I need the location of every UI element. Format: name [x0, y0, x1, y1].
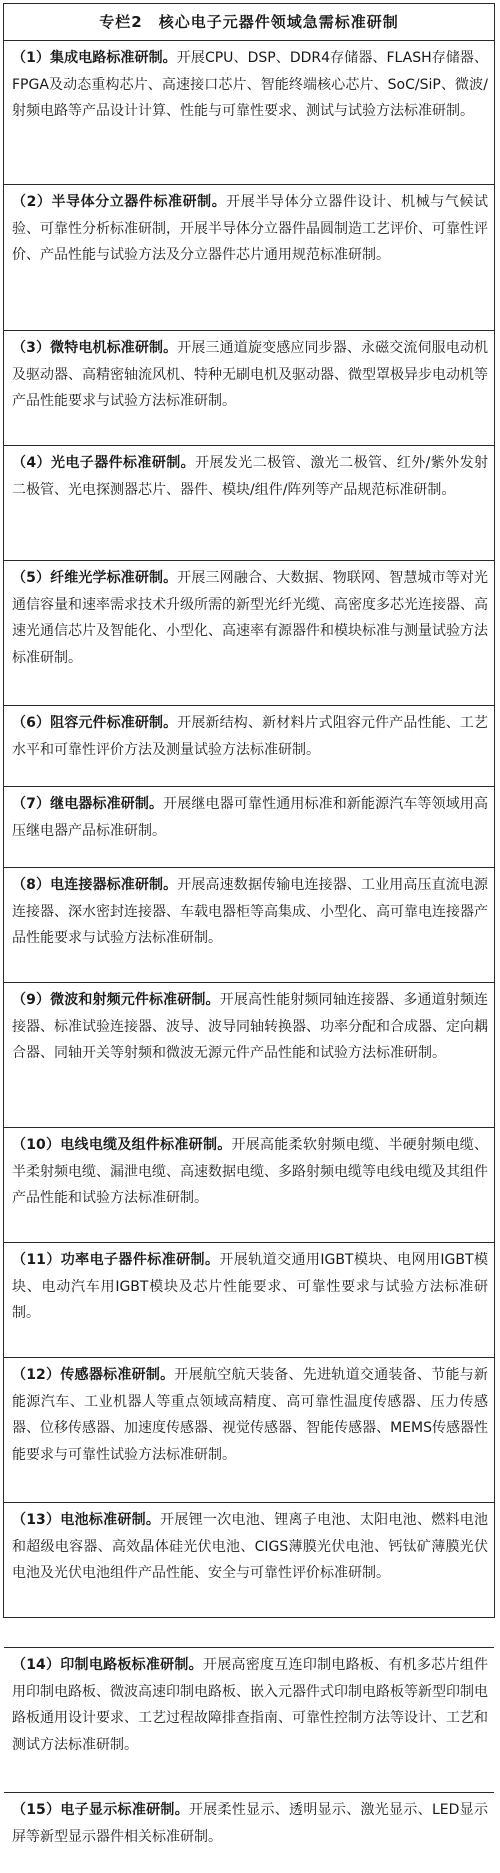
list-item: [4, 1503, 494, 1648]
item-text: 开展半导体分立器件设计、机械与气候试验、可靠性分析标准研制，开展半导体分立器件晶圆制造工艺评价、可靠性评价、产品性能与试验方法及分立器件芯片通用规范标准研制。: [12, 194, 488, 263]
item-text: 开展高性能射频同轴连接器、多通道射频连接器、标准试验连接器、波导、波导同轴转换器、功率分配和合成器、定向耦合器、同轴开关等射频和微波无源元件产品性能和试验方法标准研制。: [12, 992, 489, 1061]
item-text: 开展CPU、DSP、DDR4存储器、FLASH存储器、FPGA及动态重构芯片、高速接口芯片、智能终端核心芯片、SoC/SiP、微波/射频电路等产品设计计算、性能与可靠性要求、测试与试验方法标准研制。: [12, 50, 488, 119]
item-text: 开展三网融合、大数据、物联网、智慧城市等对光通信容量和速率需求技术升级所需的新型光纤光缆、高密度多芯光连接器、高速光通信芯片及智能化、小型化、高速率有源器件和模块标准与测量试验方法标准研制。: [12, 570, 489, 666]
item-text: 开展锂一次电池、锂离子电池、太阳电池、燃料电池和超级电容器、高效晶体硅光伏电池、CIGS薄膜光伏电池、钙钛矿薄膜光伏电池及光伏电池组件产品性能、安全与可靠性评价标准研制。: [12, 1512, 489, 1581]
item-heading: （11）功率电子器件标准研制。: [12, 1252, 220, 1268]
item-heading: （14）印制电路板标准研制。: [12, 1657, 203, 1673]
list-item: [4, 185, 494, 331]
list-item: [4, 1128, 494, 1243]
column-title: 专栏2 核心电子元器件领域急需标准研制: [4, 4, 494, 41]
item-heading: （1）集成电路标准研制。: [12, 50, 177, 66]
item-text: 开展高能柔软射频电缆、半硬射频电缆、半柔射频电缆、漏泄电缆、高速数据电缆、多路射频电缆等电线电缆及其组件产品性能和试验方法标准研制。: [12, 1137, 489, 1206]
item-text: 开展继电器可靠性通用标准和新能源汽车等领域用高压继电器产品标准研制。: [12, 796, 489, 839]
list-item: [4, 706, 494, 787]
item-heading: （10）电线电缆及组件标准研制。: [12, 1137, 232, 1153]
item-heading: （4）光电子器件标准研制。: [12, 455, 196, 471]
list-item: [4, 1793, 494, 1873]
item-text: 开展高密度互连印制电路板、有机多芯片组件用印制电路板、微波高速印制电路板、嵌入元器件式印制电路板等新型印制电路板通用设计要求、工艺过程故障排查指南、可靠性控制方法等设计、工艺和测试方法标准研制。: [12, 1657, 489, 1753]
item-text: 开展三通道旋变感应同步器、永磁交流伺服电动机及驱动器、高精密轴流风机、特种无刷电机及驱动器、微型罩极异步电动机等产品性能要求与试验方法标准研制。: [12, 340, 489, 409]
item-text: 开展新结构、新材料片式阻容元件产品性能、工艺水平和可靠性评价方法及测量试验方法标准研制。: [12, 715, 489, 758]
item-heading: （13）电池标准研制。: [12, 1512, 161, 1528]
item-heading: （3）微特电机标准研制。: [12, 340, 178, 356]
list-item: [4, 1243, 494, 1358]
item-text: 开展发光二极管、激光二极管、红外/紫外发射二极管、光电探测器芯片、器件、模块/组件/阵列等产品规范标准研制。: [12, 455, 488, 498]
item-heading: （12）传感器标准研制。: [12, 1367, 175, 1383]
item-text: 开展航空航天装备、先进轨道交通装备、节能与新能源汽车、工业机器人等重点领域高精度、高可靠性温度传感器、压力传感器、位移传感器、加速度传感器、视觉传感器、智能传感器、MEMS传感器性能要求与可靠性试验方法标准研制。: [12, 1367, 489, 1463]
item-heading: （5）纤维光学标准研制。: [12, 570, 178, 586]
item-heading: （9）微波和射频元件标准研制。: [12, 992, 220, 1008]
list-item: [4, 1648, 494, 1793]
list-item: [4, 446, 494, 561]
item-text: 开展柔性显示、透明显示、激光显示、LED显示屏等新型显示器件相关标准研制。: [12, 1802, 488, 1845]
list-item: [4, 561, 494, 706]
item-heading: （15）电子显示标准研制。: [12, 1802, 189, 1818]
list-item: [4, 331, 494, 446]
item-heading: （7）继电器标准研制。: [12, 796, 164, 812]
item-heading: （2）半导体分立器件标准研制。: [12, 194, 227, 210]
list-item: [4, 787, 494, 868]
column-box: [3, 3, 495, 1845]
list-item: [4, 983, 494, 1128]
list-item: [4, 1358, 494, 1503]
item-heading: （6）阻容元件标准研制。: [12, 715, 178, 731]
item-text: 开展高速数据传输电连接器、工业用高压直流电源连接器、深水密封连接器、车载电器柜等高集成、小型化、高可靠电连接器产品性能要求与试验方法标准研制。: [12, 877, 489, 946]
item-text: 开展轨道交通用IGBT模块、电网用IGBT模块、电动汽车用IGBT模块及芯片性能要求、可靠性要求与试验方法标准研制。: [12, 1252, 488, 1321]
list-item: [4, 868, 494, 983]
list-item: [4, 41, 494, 185]
item-heading: （8）电连接器标准研制。: [12, 877, 178, 893]
